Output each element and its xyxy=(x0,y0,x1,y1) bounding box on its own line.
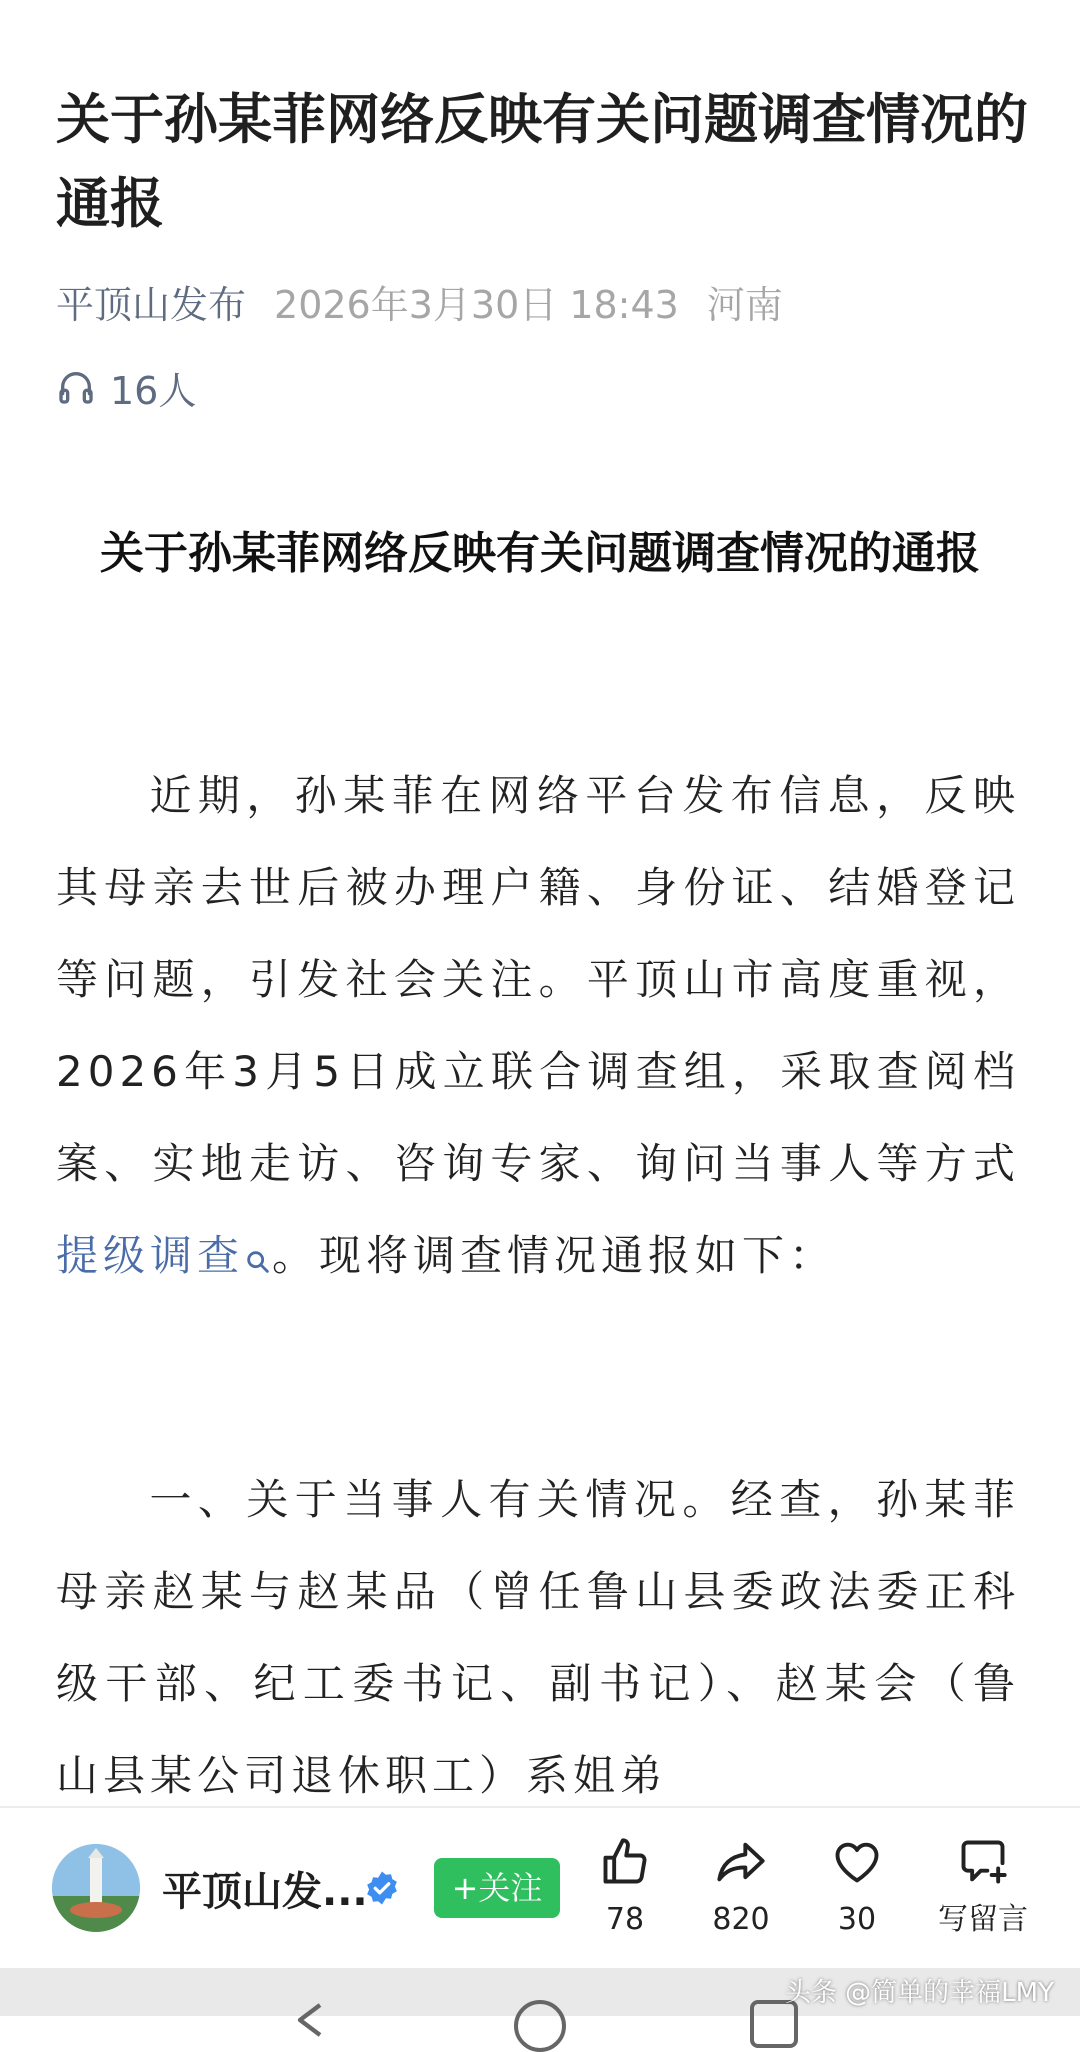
verified-icon xyxy=(364,1870,400,1906)
comment-icon xyxy=(957,1836,1009,1888)
nav-home-icon[interactable] xyxy=(514,2000,566,2052)
article-meta xyxy=(56,280,783,330)
like-icon xyxy=(599,1836,651,1888)
share-icon xyxy=(715,1836,767,1888)
paragraph-intro-tail: 。现将调查情况通报如下： xyxy=(272,1231,837,1280)
favorite-count: 30 xyxy=(837,1902,877,1937)
paragraph-intro xyxy=(56,750,1020,1308)
comment-button[interactable] xyxy=(918,1836,1048,1956)
account-avatar[interactable] xyxy=(52,1844,140,1932)
comment-label: 写留言 xyxy=(938,1902,1028,1937)
share-count: 820 xyxy=(712,1902,770,1937)
search-link[interactable]: 提级调查 xyxy=(56,1231,245,1280)
source-name[interactable]: 平顶山发布 xyxy=(56,283,247,327)
paragraph-intro-text: 近期，孙某菲在网络平台发布信息，反映其母亲去世后被办理户籍、身份证、结婚登记等问题，引发社会关注。平顶山市高度重视，2026年3月5日成立联合调查组，采取查阅档案、实地走访、咨询专家、询问当事人等方式 xyxy=(56,771,1020,1188)
headphones-icon xyxy=(56,367,96,407)
publish-date: 2026年3月30日 18:43 xyxy=(274,283,679,327)
listen-count: 16人 xyxy=(110,368,197,413)
system-nav-bar xyxy=(0,1968,1080,2016)
publish-region: 河南 xyxy=(706,283,783,327)
paragraph-section-one-text: 一、关于当事人有关情况。经查，孙某菲母亲赵某与赵某品（曾任鲁山县委政法委正科级干部、纪工委书记、副书记）、赵某会（鲁山县某公司退休职工）系姐弟 xyxy=(56,1475,1020,1800)
like-button[interactable] xyxy=(570,1836,680,1956)
listen-count-row[interactable] xyxy=(56,362,196,412)
article-heading: 关于孙某菲网络反映有关问题调查情况的通报 xyxy=(100,528,980,579)
account-name[interactable]: 平顶山发... xyxy=(162,1869,368,1915)
search-icon[interactable] xyxy=(244,1216,272,1308)
share-button[interactable] xyxy=(686,1836,796,1956)
paragraph-section-one xyxy=(56,1454,1020,1822)
avatar-image xyxy=(52,1844,140,1932)
nav-back-icon[interactable] xyxy=(290,2000,330,2040)
follow-button[interactable]: +关注 xyxy=(434,1858,560,1918)
favorite-button[interactable] xyxy=(802,1836,912,1956)
bottom-action-bar xyxy=(0,1806,1080,1970)
heart-icon xyxy=(831,1836,883,1888)
page-title: 关于孙某菲网络反映有关问题调查情况的通报 xyxy=(56,88,1028,235)
like-count: 78 xyxy=(605,1902,645,1937)
watermark: 头条 @简单的幸福LMY xyxy=(784,1978,1054,2008)
